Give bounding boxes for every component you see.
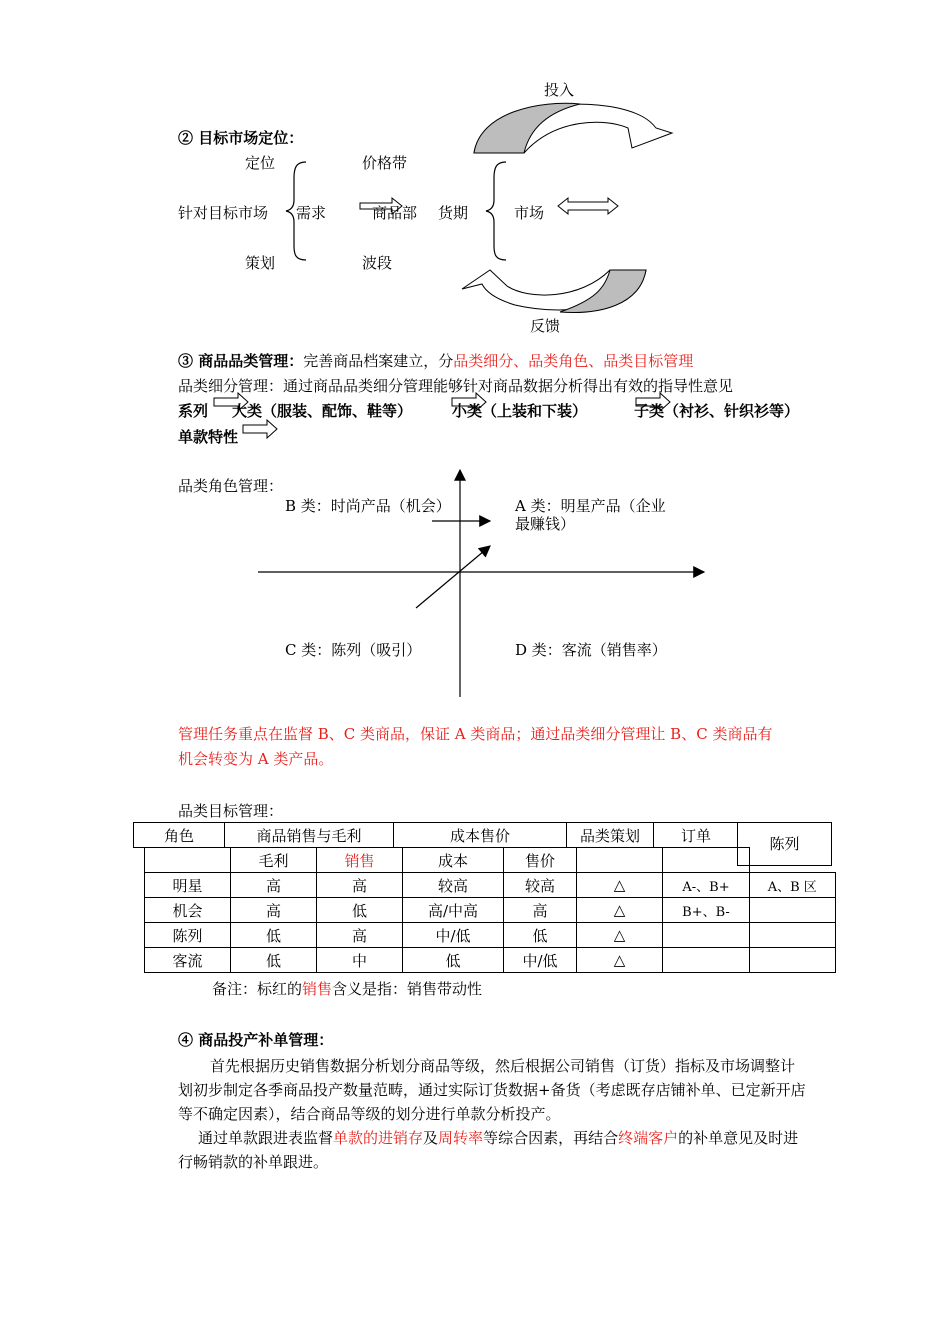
table-cell: 较高 — [403, 873, 504, 898]
p2-e: 等综合因素，再结合 — [483, 1129, 619, 1147]
table-row — [145, 923, 836, 948]
table-subheader-row — [145, 848, 836, 873]
quadrant-b: B 类：时尚产品（机会） — [285, 497, 451, 515]
quadrant-c: C 类：陈列（吸引） — [285, 641, 422, 659]
section4-paragraph-1: 首先根据历史销售数据分析划分商品等级，然后根据公司销售（订货）指标及市场调整计划初步制定各季商品投产数量范畴，通过实际订货数据+备货（考虑既存店铺补单、已定新开店等不确定因素），结合商品等级的划分进行单款分析投产。 — [178, 1057, 806, 1123]
table-row — [145, 948, 836, 973]
table-cell: 高/中高 — [403, 898, 504, 923]
demand-label: 需求 — [296, 204, 327, 222]
target-market-label: 针对目标市场 — [178, 204, 269, 222]
th-price: 售价 — [504, 848, 577, 873]
table-cell: 高 — [231, 873, 317, 898]
p2-b: 单款的进销存 — [333, 1129, 424, 1147]
table-cell: 较高 — [504, 873, 577, 898]
table-cell — [750, 898, 836, 923]
note-suffix: 含义是指：销售带动性 — [332, 980, 483, 998]
table-cell: 中/低 — [504, 948, 577, 973]
table-cell: 陈列 — [145, 923, 231, 948]
section2-title: ② 目标市场定位： — [178, 129, 304, 147]
task-line-1: 管理任务重点在监督 B、C 类商品，保证 A 类商品；通过品类细分管理让 B、C 类商品有 — [178, 725, 773, 743]
subdivision-text: 品类细分管理：通过商品品类细分管理能够针对商品数据分析得出有效的指导性意见 — [178, 377, 734, 395]
table-note — [212, 979, 482, 999]
note-red: 销售 — [302, 980, 333, 998]
table-cell — [663, 848, 750, 873]
table-cell: 低 — [403, 948, 504, 973]
section3-intro-red: 品类细分、品类角色、品类目标管理 — [453, 352, 694, 370]
table-cell — [750, 948, 836, 973]
note-prefix: 备注：标红的 — [212, 980, 303, 998]
role-title: 品类角色管理： — [178, 477, 284, 495]
chain-major: 大类（服装、配饰、鞋等） — [232, 402, 413, 420]
p2-g: 的补单意见及时进行畅销款的补单跟进。 — [178, 1129, 799, 1171]
table-cell: 高 — [317, 923, 403, 948]
table-cell: 低 — [504, 923, 577, 948]
p2-d: 周转率 — [438, 1129, 484, 1147]
th-planning: 品类策划 — [567, 823, 654, 848]
th-sales-margin: 商品销售与毛利 — [225, 823, 394, 848]
chain-minor: 小类（上装和下装） — [452, 402, 588, 420]
table-row — [145, 873, 836, 898]
table-cell: △ — [577, 948, 663, 973]
th-display: 陈列 — [737, 822, 832, 866]
table-cell: 高 — [317, 873, 403, 898]
chain-end: 单款特性 — [178, 428, 239, 446]
table-cell: A-、B+ — [663, 873, 750, 898]
th-role: 角色 — [134, 823, 225, 848]
table-cell: 中 — [317, 948, 403, 973]
table-cell: 低 — [317, 898, 403, 923]
price-band-label: 价格带 — [362, 154, 408, 172]
wave-label: 波段 — [362, 254, 393, 272]
quadrant-a: A 类：明星产品（企业最赚钱） — [515, 497, 666, 533]
input-label: 投入 — [544, 81, 575, 99]
table-cell: △ — [577, 898, 663, 923]
p2-a: 通过单款跟进表监督 — [198, 1129, 334, 1147]
table-cell — [663, 948, 750, 973]
table-cell: △ — [577, 873, 663, 898]
th-sales: 销售 — [317, 848, 403, 873]
c-to-a-arrow — [416, 546, 490, 608]
market-label: 市场 — [514, 204, 545, 222]
table-cell — [145, 848, 231, 873]
section3-intro-plain: 完善商品档案建立，分 — [303, 352, 454, 370]
chain-series: 系列 — [178, 402, 209, 420]
table-cell: 高 — [231, 898, 317, 923]
product-dept-label: 商品部 — [372, 204, 418, 222]
table-cell — [663, 923, 750, 948]
delivery-label: 货期 — [438, 204, 469, 222]
section3-title: ③ 商品品类管理： — [178, 352, 304, 370]
table-row — [145, 898, 836, 923]
table-cell — [750, 923, 836, 948]
table-cell: A、B 区 — [750, 873, 836, 898]
table-cell: △ — [577, 923, 663, 948]
table-cell — [750, 848, 836, 873]
chain-sub: 子类（衬衫、针织衫等） — [634, 402, 800, 420]
positioning-label: 定位 — [245, 154, 276, 172]
target-table — [144, 847, 836, 973]
p2-c: 及 — [423, 1129, 439, 1147]
section4-title: ④ 商品投产补单管理： — [178, 1031, 334, 1049]
quadrant-d: D 类：客流（销售率） — [515, 641, 667, 659]
th-cost-price: 成本售价 — [394, 823, 567, 848]
table-cell: 明星 — [145, 873, 231, 898]
table-cell: B+、B- — [663, 898, 750, 923]
table-cell: 低 — [231, 923, 317, 948]
p2-f: 终端客户 — [618, 1129, 679, 1147]
planning-label: 策划 — [245, 254, 276, 272]
table-cell: 中/低 — [403, 923, 504, 948]
th-margin: 毛利 — [231, 848, 317, 873]
feedback-label: 反馈 — [530, 317, 561, 335]
task-line-2: 机会转变为 A 类产品。 — [178, 750, 334, 768]
table-cell — [577, 848, 663, 873]
th-order: 订单 — [654, 823, 739, 848]
target-table-header — [133, 822, 739, 848]
th-cost: 成本 — [403, 848, 504, 873]
table-cell: 低 — [231, 948, 317, 973]
section4-paragraph-2 — [178, 1126, 808, 1174]
target-title: 品类目标管理： — [178, 802, 284, 820]
table-cell: 客流 — [145, 948, 231, 973]
table-cell: 机会 — [145, 898, 231, 923]
table-cell: 高 — [504, 898, 577, 923]
